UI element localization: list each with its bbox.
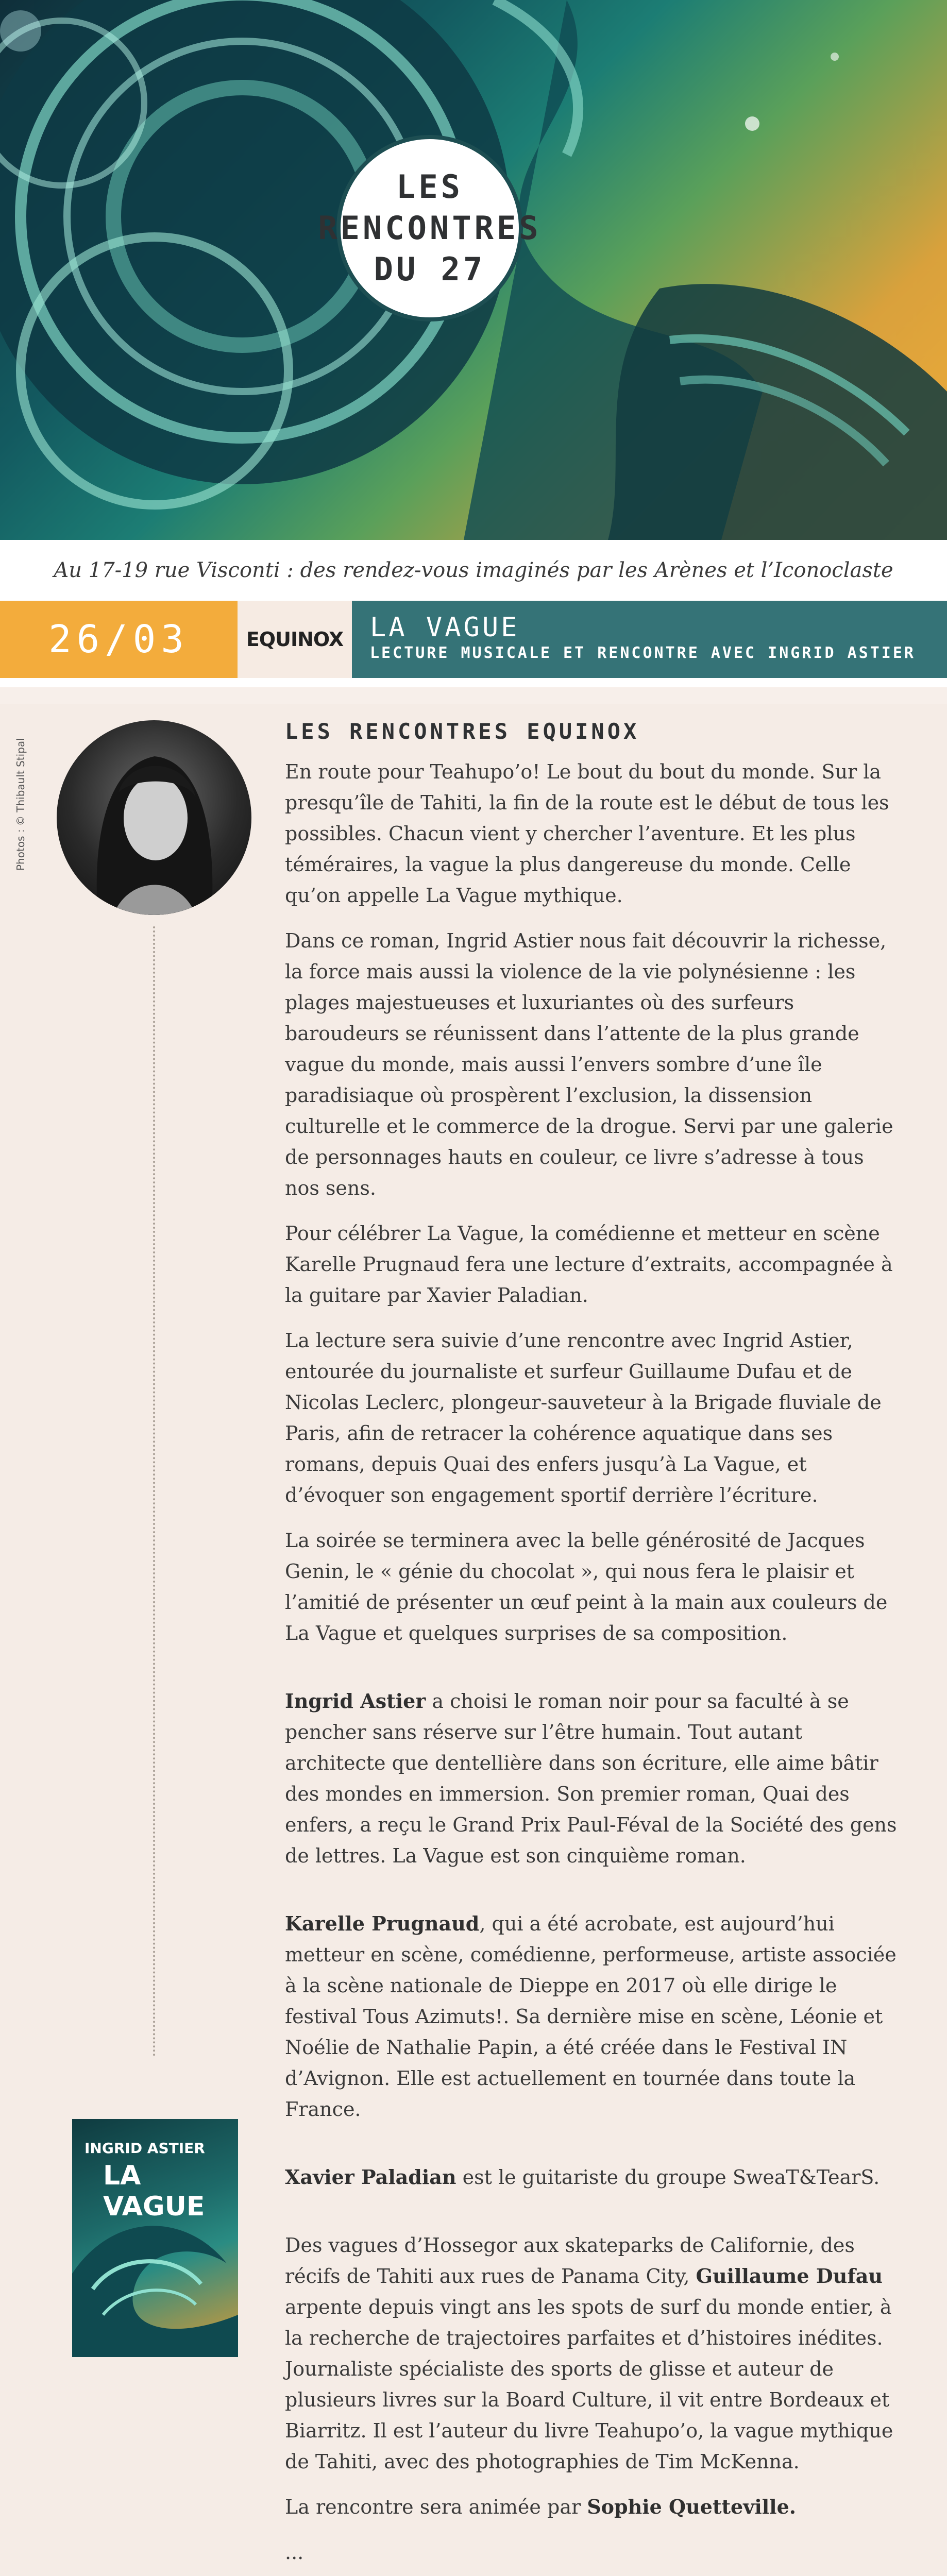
bio-xavier-paladian <box>285 2162 903 2193</box>
event-bar <box>0 601 947 678</box>
portrait-silhouette <box>57 720 251 915</box>
book-cover <box>72 2119 238 2357</box>
section-heading: LES RENCONTRES EQUINOX <box>285 719 640 744</box>
dotted-divider <box>153 926 155 2057</box>
paragraph-reading: Pour célébrer La Vague, la comédienne et metteur en scène Karelle Prugnaud fera une lecture d’extraits, accompagnée à la guitare par Xavier Paladian. <box>285 1222 893 1307</box>
paragraph-novel: Dans ce roman, Ingrid Astier nous fait découvrir la richesse, la force mais aussi la violence de la vie polynésienne : les plages majestueuses et luxuriantes où des surfeurs baroudeurs se réunissent dans l’attente de la plus grande vague du monde, mais aussi l’envers sombre d’une île paradisiaque où prospèrent l’exclusion, la dissension culturelle et le commerce de la drogue. Servi par une galerie de personnages hauts en couleur, ce livre s’adresse à tous nos sens. <box>285 929 893 1199</box>
bio-name: Guillaume Dufau <box>696 2264 883 2287</box>
paragraph-evening: La soirée se terminera avec la belle générosité de Jacques Genin, le « génie du chocolat », qui nous fera le plaisir et l’amitié de présenter un œuf peint à la main aux couleurs de La Vague et quelques surprises de sa composition. <box>285 1529 888 1645</box>
paragraph-meeting: La lecture sera suivie d’une rencontre avec Ingrid Astier, entourée du journaliste et surfeur Guillaume Dufau et de Nicolas Leclerc, plongeur-sauveteur à la Brigade fluviale de Paris, afin de retracer la cohérence aquatique dans ses romans, depuis Quai des enfers jusqu’à La Vague, et d’évoquer son engagement sportif derrière l’écriture. <box>285 1329 882 1506</box>
bio-ingrid-astier <box>285 1686 903 1871</box>
bio-name: Xavier Paladian <box>285 2165 456 2189</box>
bio-text: a choisi le roman noir pour sa faculté à se pencher sans réserve sur l’être humain. Tout autant architecte que dentellière dans son écriture, elle aime bâtir des mondes en immersion. Son premier roman, Quai des enfers, a reçu le Grand Prix Paul-Féval de la Société des gens de lettres. La Vague est son cinquième roman. <box>285 1690 897 1867</box>
host-line <box>285 2492 903 2522</box>
host-text: La rencontre sera animée par <box>285 2496 587 2518</box>
hero-title: LES RENCONTRES DU 27 <box>318 168 542 288</box>
book-title: LA VAGUE <box>103 2160 205 2222</box>
bio-name: Karelle Prugnaud <box>285 1912 480 1935</box>
article-column <box>285 716 903 2576</box>
event-info <box>352 601 947 678</box>
photo-credit: Photos : © Thibault Stipal <box>14 738 27 871</box>
bio-guillaume-dufau <box>285 2230 903 2477</box>
bio-name: Ingrid Astier <box>285 1689 426 1713</box>
bio-text: , qui a été acrobate, est aujourd’hui metteur en scène, comédienne, performeuse, artiste associée à la scène nationale de Dieppe en 2017 où elle dirige le festival Tous Azimuts!. Sa dernière mise en scène, Léonie et Noélie de Nathalie Papin, a été créée dans le Festival IN d’Avignon. Elle est actuellement en tournée dans toute la France. <box>285 1912 897 2121</box>
bio-text: arpente depuis vingt ans les spots de surf du monde entier, à la recherche de trajectoires parfaites et d’histoires inédites. Journaliste spécialiste des sports de glisse et auteur de plusieurs livres sur la Board Culture, il vit entre Bordeaux et Biarritz. Il est l’auteur du livre Teahupo’o, la vague mythique de Tahiti, avec des photographies de Tim McKenna. <box>285 2296 893 2473</box>
host-name: Sophie Quetteville. <box>587 2495 797 2518</box>
bio-karelle-prugnaud <box>285 1908 903 2125</box>
ellipsis: ... <box>285 2541 304 2564</box>
bio-text-pre: Des vagues d’Hossegor aux skateparks de Californie, des récifs de Tahiti aux rues de Panama City, <box>285 2234 855 2287</box>
book-author: INGRID ASTIER <box>84 2140 205 2157</box>
event-date: 26/03 <box>0 601 238 678</box>
paragraph-intro: En route pour Teahupo’o! Le bout du bout du monde. Sur la presqu’île de Tahiti, la fin de la route est le début de tous les possibles. Chacun vient y chercher l’aventure. Et les plus téméraires, la vague la plus dangereuse du monde. Celle qu’on appelle La Vague mythique. <box>285 760 889 907</box>
hero-title-badge <box>318 135 542 321</box>
bio-text: est le guitariste du groupe SweaT&TearS. <box>456 2166 880 2189</box>
event-title: LA VAGUE <box>370 612 520 643</box>
hero-banner <box>0 0 947 540</box>
event-subtitle: LECTURE MUSICALE ET RENCONTRE AVEC INGRID ASTIER <box>370 644 916 662</box>
equinox-logo: EQUINOX <box>238 601 352 678</box>
author-portrait <box>57 720 251 915</box>
tagline: Au 17-19 rue Visconti : des rendez-vous imaginés par les Arènes et l’Iconoclaste <box>0 540 947 601</box>
